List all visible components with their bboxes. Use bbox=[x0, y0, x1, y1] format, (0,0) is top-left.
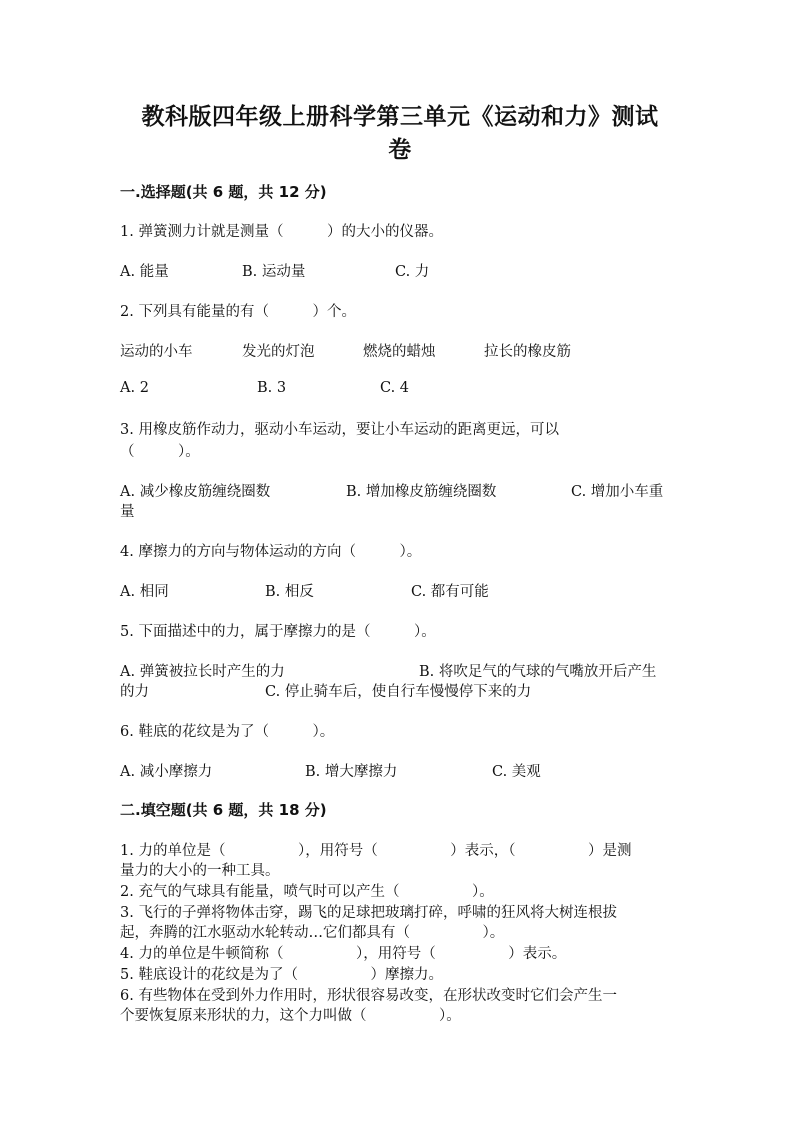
q1-stem: 1. 弹簧测力计就是测量（ ）的大小的仪器。 bbox=[120, 224, 443, 240]
exam-title-line2: 卷 bbox=[388, 136, 412, 163]
q1-option-a: A. 能量 bbox=[120, 264, 169, 280]
q2-item-4: 拉长的橡皮筋 bbox=[484, 344, 571, 360]
fill-line: 6. 有些物体在受到外力作用时，形状很容易改变，在形状改变时它们会产生一 bbox=[120, 988, 617, 1004]
fill-line: 起，奔腾的江水驱动水轮转动…它们都具有（ ）。 bbox=[120, 925, 505, 941]
section1-heading: 一.选择题(共 6 题，共 12 分) bbox=[120, 183, 327, 201]
q6-option-a: A. 减小摩擦力 bbox=[120, 764, 213, 780]
q2-option-a: A. 2 bbox=[120, 380, 149, 396]
q4-option-a: A. 相同 bbox=[120, 584, 169, 600]
q5-option-c: C. 停止骑车后，使自行车慢慢停下来的力 bbox=[265, 684, 532, 700]
fill-line: 5. 鞋底设计的花纹是为了（ ）摩擦力。 bbox=[120, 967, 443, 983]
q6-stem: 6. 鞋底的花纹是为了（ ）。 bbox=[120, 724, 335, 740]
section2-heading: 二.填空题(共 6 题，共 18 分) bbox=[120, 801, 327, 819]
fill-line: 1. 力的单位是（ ），用符号（ ）表示，（ ）是测 bbox=[120, 843, 632, 859]
q3-option-a: A. 减少橡皮筋缠绕圈数 bbox=[120, 484, 271, 500]
fill-line: 4. 力的单位是牛顿简称（ ），用符号（ ）表示。 bbox=[120, 946, 567, 962]
q2-stem: 2. 下列具有能量的有（ ）个。 bbox=[120, 304, 356, 320]
q5-option-b-wrap: 的力 bbox=[120, 684, 149, 700]
q6-option-c: C. 美观 bbox=[492, 764, 541, 780]
q2-option-c: C. 4 bbox=[380, 380, 410, 396]
q3-option-b: B. 增加橡皮筋缠绕圈数 bbox=[346, 484, 497, 500]
exam-title-line1: 教科版四年级上册科学第三单元《运动和力》测试 bbox=[141, 103, 659, 130]
q5-option-a: A. 弹簧被拉长时产生的力 bbox=[120, 664, 285, 680]
q5-stem: 5. 下面描述中的力，属于摩擦力的是（ ）。 bbox=[120, 624, 436, 640]
fill-line: 个要恢复原来形状的力，这个力叫做（ ）。 bbox=[120, 1008, 461, 1024]
q2-option-b: B. 3 bbox=[257, 380, 287, 396]
q4-stem: 4. 摩擦力的方向与物体运动的方向（ ）。 bbox=[120, 544, 422, 560]
fill-line: 2. 充气的气球具有能量，喷气时可以产生（ ）。 bbox=[120, 884, 494, 900]
q3-option-c-wrap: 量 bbox=[120, 504, 135, 520]
q1-option-b: B. 运动量 bbox=[242, 264, 306, 280]
q6-option-b: B. 增大摩擦力 bbox=[305, 764, 398, 780]
q2-item-2: 发光的灯泡 bbox=[242, 344, 315, 360]
q2-item-3: 燃烧的蜡烛 bbox=[363, 344, 436, 360]
q5-option-b: B. 将吹足气的气球的气嘴放开后产生 bbox=[419, 664, 657, 680]
q3-stem-line2: （ ）。 bbox=[120, 444, 200, 460]
fill-line: 量力的大小的一种工具。 bbox=[120, 863, 280, 879]
q2-item-1: 运动的小车 bbox=[120, 344, 193, 360]
fill-line: 3. 飞行的子弹将物体击穿，踢飞的足球把玻璃打碎，呼啸的狂风将大树连根拔 bbox=[120, 905, 617, 921]
q4-option-b: B. 相反 bbox=[265, 584, 314, 600]
q4-option-c: C. 都有可能 bbox=[411, 584, 489, 600]
q3-option-c: C. 增加小车重 bbox=[571, 484, 664, 500]
q1-option-c: C. 力 bbox=[395, 264, 430, 280]
q3-stem-line1: 3. 用橡皮筋作动力，驱动小车运动，要让小车运动的距离更远，可以 bbox=[120, 422, 559, 438]
